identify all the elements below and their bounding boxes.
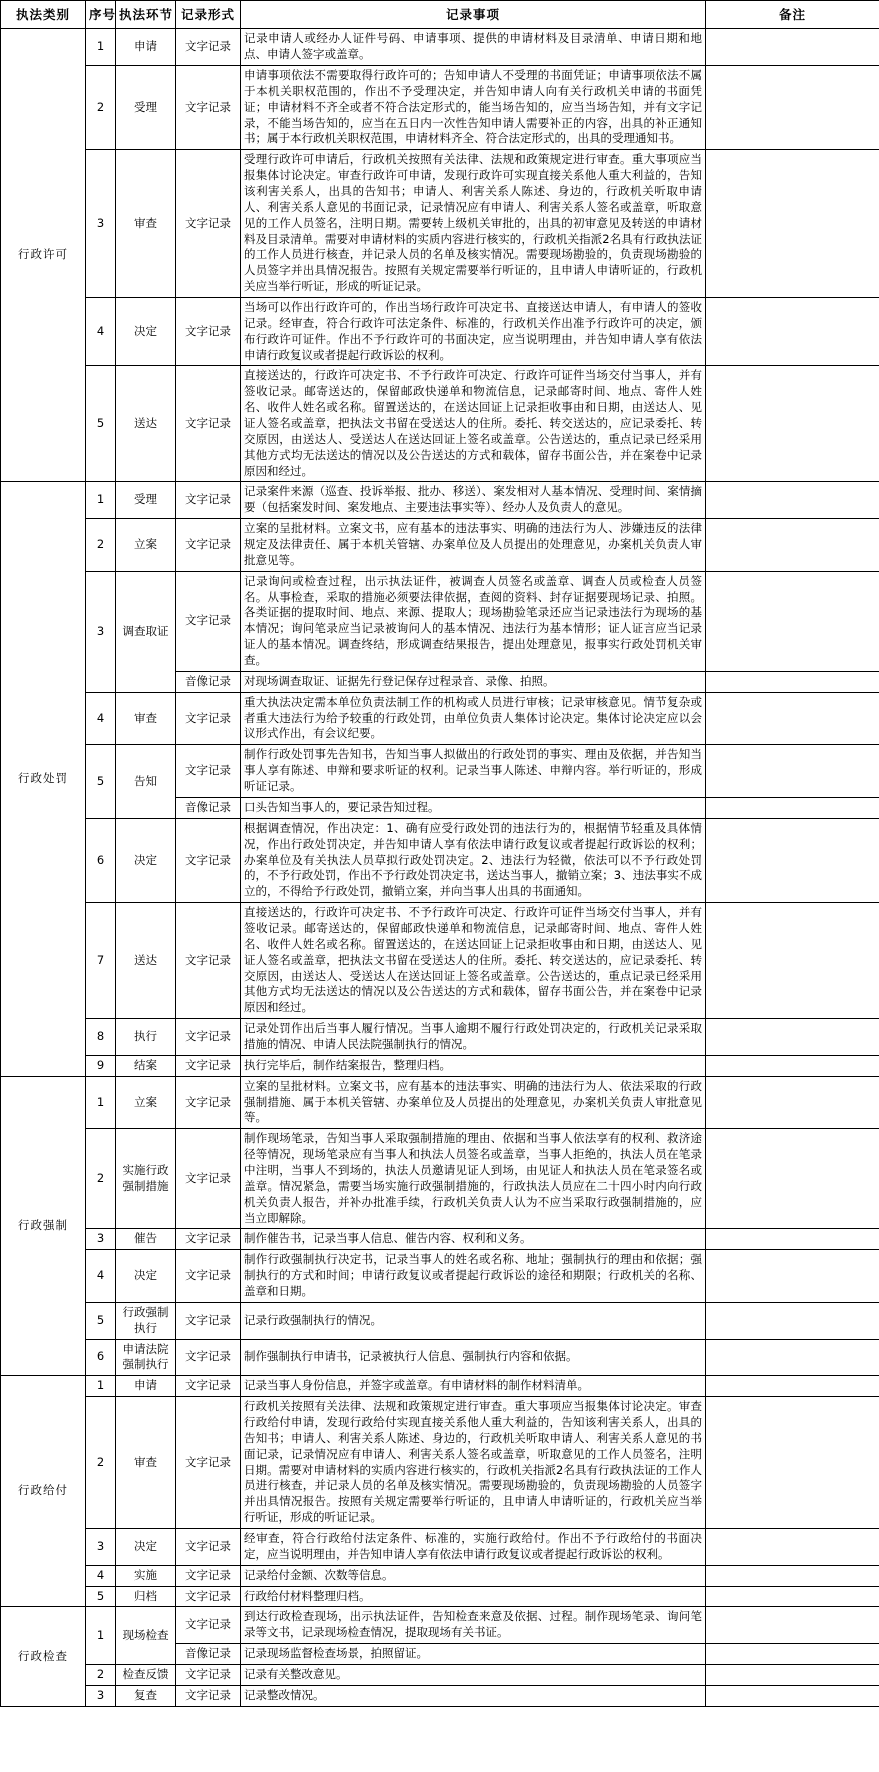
cell-stage: 实施 [116,1565,176,1586]
table-row [1,482,879,519]
cell-seq: 5 [86,1302,116,1339]
cell-record-form: 文字记录 [176,818,241,902]
column-header-record-items: 记录事项 [241,1,706,29]
cell-stage: 执行 [116,1019,176,1056]
cell-record-form: 文字记录 [176,745,241,798]
cell-record-form: 文字记录 [176,1397,241,1529]
cell-stage: 决定 [116,818,176,902]
cell-record-form: 音像记录 [176,797,241,818]
cell-record-form: 文字记录 [176,1250,241,1303]
cell-record-items: 到达行政检查现场，出示执法证件，告知检查来意及依据、过程。制作现场笔录、询问笔录等文书，记录现场检查情况，提取现场有关书证。 [241,1607,706,1644]
cell-seq: 1 [86,29,116,66]
cell-record-items: 制作行政强制执行决定书，记录当事人的姓名或名称、地址；强制执行的理由和依据；强制执行的方式和时间；申请行政复议或者提起行政诉讼的途径和期限；行政机关的名称、盖章和日期。 [241,1250,706,1303]
cell-stage: 立案 [116,519,176,572]
cell-stage: 调查取证 [116,571,176,692]
cell-stage: 决定 [116,1529,176,1566]
table-row [1,298,879,366]
table-row [1,1586,879,1607]
cell-record-form: 文字记录 [176,571,241,671]
cell-remark [706,797,879,818]
cell-remark [706,745,879,798]
cell-stage: 复查 [116,1685,176,1706]
cell-record-items: 受理行政许可申请后，行政机关按照有关法律、法规和政策规定进行审查。重大事项应当报集体讨论决定。审查行政许可申请，发现行政许可实现直接关系他人重大利益的，告知该利害关系人，出具的告知书；申请人、利害关系人陈述、身边的，行政机关听取申请人、利害关系人意见的书面记录，记录情况应有申请人、利害关系人签名或盖章，听取意见的工作人员签名，注明日期。需要转上级机关审批的，出具的初审意见及转送的申请材料及目录清单。需要对申请材料的实质内容进行核实的，行政机关指派2名具有行政执法证的工作人员进行核查，并记录人员的名单及核实情况。需要现场勘验的，负责现场勘验的人员签字并出具情况报告。按照有关规定需要举行听证的，且申请人申请听证的，行政机关应当举行听证，形成的听证记录。 [241,150,706,298]
cell-record-items: 记录申请人或经办人证件号码、申请事项、提供的申请材料及目录清单、申请日期和地点、申请人签字或盖章。 [241,29,706,66]
cell-record-form: 音像记录 [176,1644,241,1665]
cell-seq: 2 [86,65,116,149]
cell-remark [706,1644,879,1665]
cell-seq: 6 [86,1339,116,1376]
cell-record-items: 执行完毕后，制作结案报告，整理归档。 [241,1055,706,1076]
cell-category: 行政许可 [1,29,86,482]
column-header-category: 执法类别 [1,1,86,29]
cell-remark [706,65,879,149]
cell-stage: 送达 [116,903,176,1019]
cell-record-items: 制作强制执行申请书，记录被执行人信息、强制执行内容和依据。 [241,1339,706,1376]
cell-stage: 实施行政强制措施 [116,1129,176,1229]
cell-seq: 5 [86,745,116,818]
cell-record-form: 文字记录 [176,519,241,572]
table-row [1,1302,879,1339]
cell-seq: 2 [86,1665,116,1686]
cell-record-form: 文字记录 [176,1607,241,1644]
cell-record-items: 直接送达的，行政许可决定书、不予行政许可决定、行政许可证件当场交付当事人，并有签收记录。邮寄送达的，保留邮政快递单和物流信息，记录邮寄时间、地点、寄件人姓名、收件人姓名或名称。留置送达的，在送达回证上记录拒收事由和日期，由送达人、见证人签名或盖章，把执法文书留在受送达人的住所。委托、转交送达的，应记录委托、转交原因，由送达人、受送达人在送达回证上签名或盖章。公告送达的，重点记录已经采用其他方式均无法送达的情况以及公告送达的方式和载体，留存书面公告，并在案卷中记录原因和经过。 [241,903,706,1019]
table-row [1,1339,879,1376]
cell-stage: 申请法院强制执行 [116,1339,176,1376]
cell-category: 行政处罚 [1,482,86,1076]
cell-record-form: 文字记录 [176,482,241,519]
cell-record-form: 文字记录 [176,692,241,745]
cell-record-items: 记录整改情况。 [241,1685,706,1706]
cell-record-items: 口头告知当事人的，要记录告知过程。 [241,797,706,818]
cell-remark [706,1685,879,1706]
cell-record-items: 制作催告书，记录当事人信息、催告内容、权利和义务。 [241,1229,706,1250]
cell-remark [706,482,879,519]
cell-record-items: 制作行政处罚事先告知书，告知当事人拟做出的行政处罚的事实、理由及依据，并告知当事人享有陈述、申辩和要求听证的权利。记录当事人陈述、申辩内容。举行听证的，形成听证记录。 [241,745,706,798]
cell-stage: 审查 [116,692,176,745]
table-header [1,1,879,29]
cell-record-items: 记录行政强制执行的情况。 [241,1302,706,1339]
cell-seq: 3 [86,1229,116,1250]
cell-seq: 3 [86,571,116,692]
cell-seq: 8 [86,1019,116,1056]
cell-remark [706,1339,879,1376]
table-row [1,1397,879,1529]
cell-record-form: 文字记录 [176,1229,241,1250]
cell-stage: 申请 [116,1376,176,1397]
cell-seq: 4 [86,1250,116,1303]
cell-remark [706,1586,879,1607]
cell-stage: 立案 [116,1076,176,1129]
cell-remark [706,1076,879,1129]
cell-remark [706,366,879,482]
header-row [1,1,879,29]
table-row [1,1665,879,1686]
cell-seq: 2 [86,1397,116,1529]
cell-stage: 审查 [116,150,176,298]
cell-record-items: 记录现场监督检查场景，拍照留证。 [241,1644,706,1665]
cell-remark [706,1229,879,1250]
table-row [1,1376,879,1397]
cell-record-form: 文字记录 [176,298,241,366]
cell-seq: 3 [86,1529,116,1566]
column-header-record-form: 记录形式 [176,1,241,29]
cell-remark [706,1565,879,1586]
cell-record-items: 记录当事人身份信息，并签字或盖章。有申请材料的制作材料清单。 [241,1376,706,1397]
cell-record-items: 直接送达的，行政许可决定书、不予行政许可决定、行政许可证件当场交付当事人，并有签收记录。邮寄送达的，保留邮政快递单和物流信息，记录邮寄时间、地点、寄件人姓名、收件人姓名或名称。留置送达的，在送达回证上记录拒收事由和日期，由送达人、见证人签名或盖章，把执法文书留在受送达人的住所。委托、转交送达的，应记录委托、转交原因，由送达人、受送达人在送达回证上签名或盖章。公告送达的，重点记录已经采用其他方式均无法送达的情况以及公告送达的方式和载体，留存书面公告，并在案卷中记录原因和经过。 [241,366,706,482]
cell-seq: 1 [86,1076,116,1129]
table-row [1,1565,879,1586]
cell-remark [706,1376,879,1397]
cell-stage: 决定 [116,1250,176,1303]
table-row [1,692,879,745]
cell-remark [706,571,879,671]
cell-record-items: 行政给付材料整理归档。 [241,1586,706,1607]
cell-seq: 2 [86,519,116,572]
cell-stage: 送达 [116,366,176,482]
cell-stage: 行政强制执行 [116,1302,176,1339]
cell-seq: 3 [86,150,116,298]
cell-seq: 4 [86,298,116,366]
cell-stage: 现场检查 [116,1607,176,1665]
table-row [1,29,879,66]
cell-remark [706,1250,879,1303]
cell-record-items: 制作现场笔录，告知当事人采取强制措施的理由、依据和当事人依法享有的权利、救济途径等情况，现场笔录应有当事人和执法人员签名或盖章，当事人拒绝的，执法人员在笔录中注明，当事人不到场的，执法人员邀请见证人到场，由见证人和执法人员在笔录签名或盖章。情况紧急，需要当场实施行政强制措施的，行政执法人员应在二十四小时内向行政机关负责人报告，并补办批准手续，行政机关负责人认为不应当采取行政强制措施的，应当立即解除。 [241,1129,706,1229]
cell-record-form: 文字记录 [176,1129,241,1229]
cell-remark [706,1129,879,1229]
cell-remark [706,298,879,366]
cell-record-form: 文字记录 [176,1302,241,1339]
cell-remark [706,1529,879,1566]
cell-record-form: 文字记录 [176,903,241,1019]
cell-remark [706,692,879,745]
cell-record-form: 文字记录 [176,1565,241,1586]
table-row [1,1076,879,1129]
cell-record-form: 文字记录 [176,150,241,298]
table-row [1,65,879,149]
cell-record-form: 文字记录 [176,1055,241,1076]
cell-record-items: 根据调查情况，作出决定：1、确有应受行政处罚的违法行为的，根据情节轻重及具体情况，作出行政处罚决定，并告知申请人享有依法申请行政复议或者提起行政诉讼的权利；办案单位及有关执法人员草拟行政处罚决定。2、违法行为轻微，依法可以不予行政处罚的，不予行政处罚，作出不予行政处罚决定书，送达当事人，撤销立案；3、违法事实不成立的，不得给予行政处罚，撤销立案，并向当事人出具的书面通知。 [241,818,706,902]
cell-record-form: 文字记录 [176,65,241,149]
table-body [1,29,879,1707]
table-row [1,1019,879,1056]
table-row [1,150,879,298]
cell-record-items: 行政机关按照有关法律、法规和政策规定进行审查。重大事项应当报集体讨论决定。审查行政给付申请，发现行政给付实现直接关系他人重大利益的，告知该利害关系人，出具的告知书；申请人、利害关系人陈述、身边的，行政机关听取申请人、利害关系人意见的书面记录，记录情况应有申请人、利害关系人签名或盖章，听取意见的工作人员签名，注明日期。需要对申请材料的实质内容进行核实的，行政机关指派2名具有行政执法证的工作人员进行核查，并记录人员的名单及核实情况。需要现场勘验的，负责现场勘验的人员签字并出具情况报告。按照有关规定需要举行听证的，且申请人申请听证的，行政机关应当举行听证，形成的听证记录。 [241,1397,706,1529]
table-row [1,1055,879,1076]
cell-remark [706,903,879,1019]
cell-record-form: 文字记录 [176,1685,241,1706]
cell-record-items: 当场可以作出行政许可的，作出当场行政许可决定书、直接送达申请人，有申请人的签收记录。经审查，符合行政许可法定条件、标准的，行政机关作出准予行政许可的决定，颁布行政许可证件。作出不予行政许可的书面决定，应当说明理由，并告知申请人享有依法申请行政复议或者提起行政诉讼的权利。 [241,298,706,366]
cell-seq: 5 [86,366,116,482]
cell-seq: 5 [86,1586,116,1607]
cell-remark [706,1055,879,1076]
cell-remark [706,1019,879,1056]
cell-stage: 检查反馈 [116,1665,176,1686]
cell-remark [706,1607,879,1644]
table-row [1,1129,879,1229]
cell-category: 行政给付 [1,1376,86,1607]
cell-stage: 申请 [116,29,176,66]
table-row [1,903,879,1019]
cell-record-items: 记录有关整改意见。 [241,1665,706,1686]
table-row [1,1229,879,1250]
cell-record-items: 重大执法决定需本单位负责法制工作的机构或人员进行审核；记录审核意见。情节复杂或者重大违法行为给予较重的行政处罚，由单位负责人集体讨论决定。集体讨论决定应以会议形式作出，有会议纪要。 [241,692,706,745]
cell-remark [706,150,879,298]
cell-stage: 决定 [116,298,176,366]
cell-stage: 结案 [116,1055,176,1076]
cell-record-form: 文字记录 [176,1076,241,1129]
table-row [1,366,879,482]
cell-remark [706,818,879,902]
cell-record-items: 经审查，符合行政给付法定条件、标准的，实施行政给付。作出不予行政给付的书面决定，应当说明理由，并告知申请人享有依法申请行政复议或者提起行政诉讼的权利。 [241,1529,706,1566]
cell-record-form: 文字记录 [176,1586,241,1607]
cell-seq: 4 [86,1565,116,1586]
cell-record-items: 记录给付金额、次数等信息。 [241,1565,706,1586]
cell-seq: 1 [86,482,116,519]
cell-remark [706,29,879,66]
cell-seq: 1 [86,1376,116,1397]
cell-remark [706,1665,879,1686]
cell-record-items: 申请事项依法不需要取得行政许可的；告知申请人不受理的书面凭证；申请事项依法不属于本机关职权范围的，作出不予受理决定，并告知申请人向有关行政机关申请的书面凭证；申请材料不齐全或者不符合法定形式的，能当场告知的，应当当场告知，并有文字记录，不能当场告知的，应当在五日内一次性告知申请人需要补正的内容，出具的补正通知书；属于本行政机关职权范围，申请材料齐全、符合法定形式的，出具的受理通知书。 [241,65,706,149]
cell-record-form: 文字记录 [176,1529,241,1566]
cell-seq: 2 [86,1129,116,1229]
cell-remark [706,1302,879,1339]
cell-record-items: 记录处罚作出后当事人履行情况。当事人逾期不履行行政处罚决定的，行政机关记录采取措施的情况、申请人民法院强制执行的情况。 [241,1019,706,1056]
cell-stage: 催告 [116,1229,176,1250]
cell-record-form: 文字记录 [176,1019,241,1056]
cell-record-items: 立案的呈批材料。立案文书，应有基本的违法事实、明确的违法行为人、依法采取的行政强制措施、属于本机关管辖、办案单位及人员提出的处理意见，办案机关负责人审批意见等。 [241,1076,706,1129]
cell-category: 行政检查 [1,1607,86,1706]
cell-record-form: 文字记录 [176,29,241,66]
cell-stage: 受理 [116,482,176,519]
cell-stage: 受理 [116,65,176,149]
cell-stage: 归档 [116,1586,176,1607]
cell-remark [706,519,879,572]
table-row [1,571,879,671]
table-row [1,1685,879,1706]
cell-stage: 告知 [116,745,176,818]
table-row [1,519,879,572]
cell-remark [706,671,879,692]
cell-record-form: 文字记录 [176,1665,241,1686]
cell-record-items: 记录案件来源（巡查、投诉举报、批办、移送）、案发相对人基本情况、受理时间、案情摘要（包括案发时间、案发地点、主要违法事实等）、经办人及负责人的意见。 [241,482,706,519]
table-row [1,1250,879,1303]
cell-seq: 7 [86,903,116,1019]
column-header-remark: 备注 [706,1,879,29]
cell-record-form: 文字记录 [176,1339,241,1376]
cell-seq: 4 [86,692,116,745]
cell-seq: 1 [86,1607,116,1665]
cell-category: 行政强制 [1,1076,86,1376]
column-header-stage: 执法环节 [116,1,176,29]
cell-record-form: 文字记录 [176,366,241,482]
cell-record-form: 音像记录 [176,671,241,692]
cell-seq: 9 [86,1055,116,1076]
table-row [1,1607,879,1644]
cell-record-items: 记录询问或检查过程，出示执法证件，被调查人员签名或盖章、调查人员或检查人员签名。从事检查，采取的措施必须要法律依据，查阅的资料、封存证据要现场记录、拍照。各类证据的提取时间、地点、来源、提取人；现场勘验笔录还应当记录违法行为现场的基本情况；询问笔录应当记录被询问人的基本情况、违法行为基本情形；证人证言应当记录证人的基本情况。调查终结，形成调查结果报告，提出处理意见，报事实行政处罚机关审查。 [241,571,706,671]
cell-record-items: 对现场调查取证、证据先行登记保存过程录音、录像、拍照。 [241,671,706,692]
column-header-seq: 序号 [86,1,116,29]
cell-remark [706,1397,879,1529]
cell-stage: 审查 [116,1397,176,1529]
table-row [1,818,879,902]
cell-seq: 3 [86,1685,116,1706]
cell-seq: 6 [86,818,116,902]
table-row [1,1529,879,1566]
cell-record-form: 文字记录 [176,1376,241,1397]
cell-record-items: 立案的呈批材料。立案文书，应有基本的违法事实、明确的违法行为人、涉嫌违反的法律规定及法律责任、属于本机关管辖、办案单位及人员提出的处理意见，办案机关负责人审批意见等。 [241,519,706,572]
table-row [1,745,879,798]
